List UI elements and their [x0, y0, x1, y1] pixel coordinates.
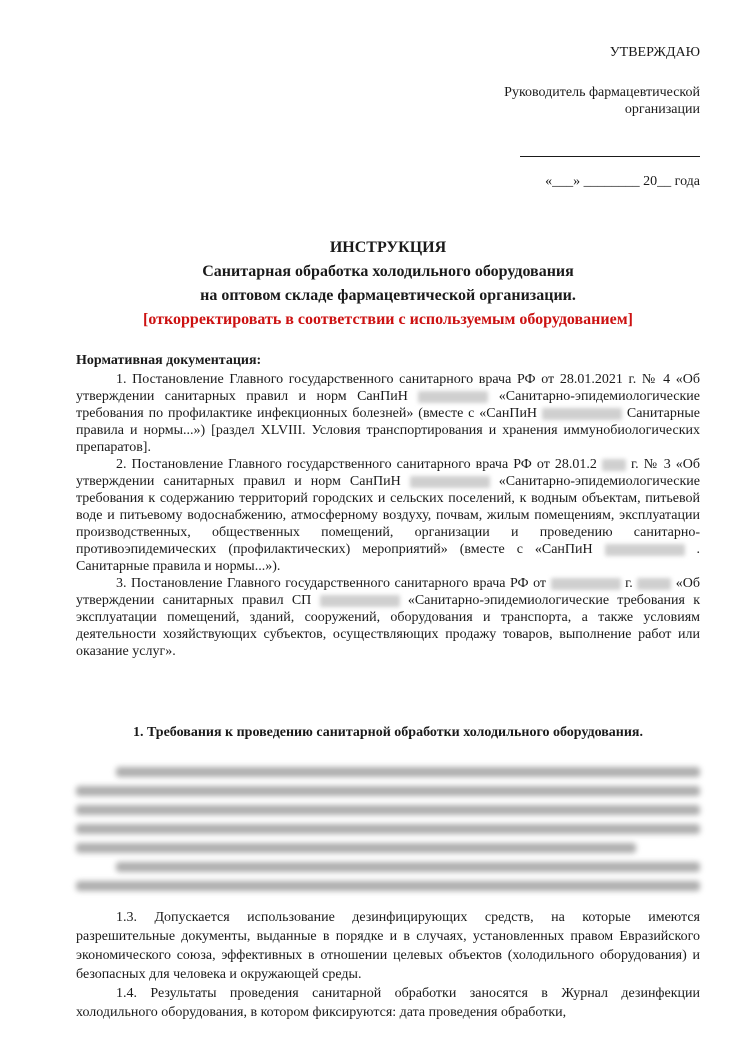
approver-position-line1: Руководитель фармацевтической	[504, 85, 700, 100]
approver-position	[400, 84, 700, 118]
redacted-text	[410, 476, 490, 488]
normative-item-1-text: 1. Постановление Главного государственного санитарного врача РФ от 28.01.2021 г. № 4 «Об утверждении санитарных правил и норм СанПиН	[76, 372, 700, 404]
section-1-body	[76, 908, 700, 1022]
normative-item-3-text: 3. Постановление Главного государственного санитарного врача РФ от	[116, 576, 547, 591]
redacted-text	[320, 595, 400, 607]
approver-position-line2: организации	[624, 102, 700, 117]
blurred-line	[116, 767, 700, 777]
approve-label: УТВЕРЖДАЮ	[609, 45, 700, 60]
document-subtitle-line1: Санитарная обработка холодильного оборудования	[202, 263, 574, 280]
paragraph-1-4: 1.4. Результаты проведения санитарной обработки заносятся в Журнал дезинфекции холодильного оборудования, в котором фиксируются: дата проведения обработки,	[76, 986, 700, 1020]
normative-item-1-cont: «Санитарно-эпидемиологические требования по профилактике инфекционных болезней» (вместе с «СанПиН	[76, 389, 701, 421]
blurred-line	[76, 824, 700, 834]
normative-item-2-cont: г. № 3 «Об утверждении санитарных правил и норм СанПиН	[76, 457, 700, 489]
edit-note: [откорректировать в соответствии с используемым оборудованием]	[143, 311, 633, 328]
redacted-text	[637, 578, 671, 590]
redacted-text	[418, 391, 488, 403]
blurred-text-block	[76, 760, 700, 900]
normative-item-1-end: Санитарные правила и нормы...») [раздел XLVIII. Условия транспортирования и хранения иммунобиологических препаратов].	[76, 406, 701, 455]
normative-item-3-year: г.	[625, 576, 633, 591]
normative-item-3-cont: «Об утверждении санитарных правил СП	[76, 576, 700, 608]
signature-line	[520, 140, 700, 157]
paragraph-1-3: 1.3. Допускается использование дезинфицирующих средств, на которые имеются разрешительные документы, выданные в порядке и в случаях, установленных правом Евразийского экономического союза, эффективных в отношении целевых объектов (холодильного оборудования) и безопасных для человека и окружающей среды.	[76, 910, 700, 982]
normative-item-2-end: . Санитарные правила и нормы...»).	[76, 542, 701, 574]
document-subtitle-line2: на оптовом складе фармацевтической организации.	[200, 287, 576, 304]
normative-item-2-text: 2. Постановление Главного государственного санитарного врача РФ от 28.01.2	[116, 457, 597, 472]
document-title: ИНСТРУКЦИЯ	[329, 239, 447, 256]
blurred-line	[76, 786, 700, 796]
normative-heading: Нормативная документация:	[76, 353, 262, 368]
approval-date-line: «___» ________ 20__ года	[545, 174, 700, 189]
redacted-text	[551, 578, 621, 590]
redacted-text	[605, 544, 685, 556]
blurred-line	[76, 805, 700, 815]
document-title-block	[76, 236, 700, 332]
section-1-title: 1. Требования к проведению санитарной обработки холодильного оборудования.	[133, 725, 643, 740]
normative-item-2-body: «Санитарно-эпидемиологические требования к содержанию территорий городских и сельских поселений, к водным объектам, питьевой воде и питьевому водоснабжению, атмосферному воздуху, почвам, жилым помещениям, эксплуатации производственных, общественных помещений, организации и проведению санитарно-противоэпидемических (профилактических) мероприятий» (вместе с «СанПиН	[76, 474, 701, 557]
blurred-line	[116, 862, 700, 872]
normative-item-2	[76, 456, 700, 575]
blurred-line	[76, 843, 636, 853]
redacted-text	[602, 459, 626, 471]
normative-item-3-end: «Санитарно-эпидемиологические требования к эксплуатации помещений, зданий, сооружений, оборудования и транспорта, а также условиям деятельности хозяйствующих субъектов, осуществляющих продажу товаров, выполнение работ или оказание услуг».	[76, 593, 701, 659]
blurred-line	[76, 881, 700, 891]
normative-item-1	[76, 371, 700, 456]
normative-docs	[76, 352, 700, 660]
normative-item-3	[76, 575, 700, 660]
redacted-text	[542, 408, 622, 420]
